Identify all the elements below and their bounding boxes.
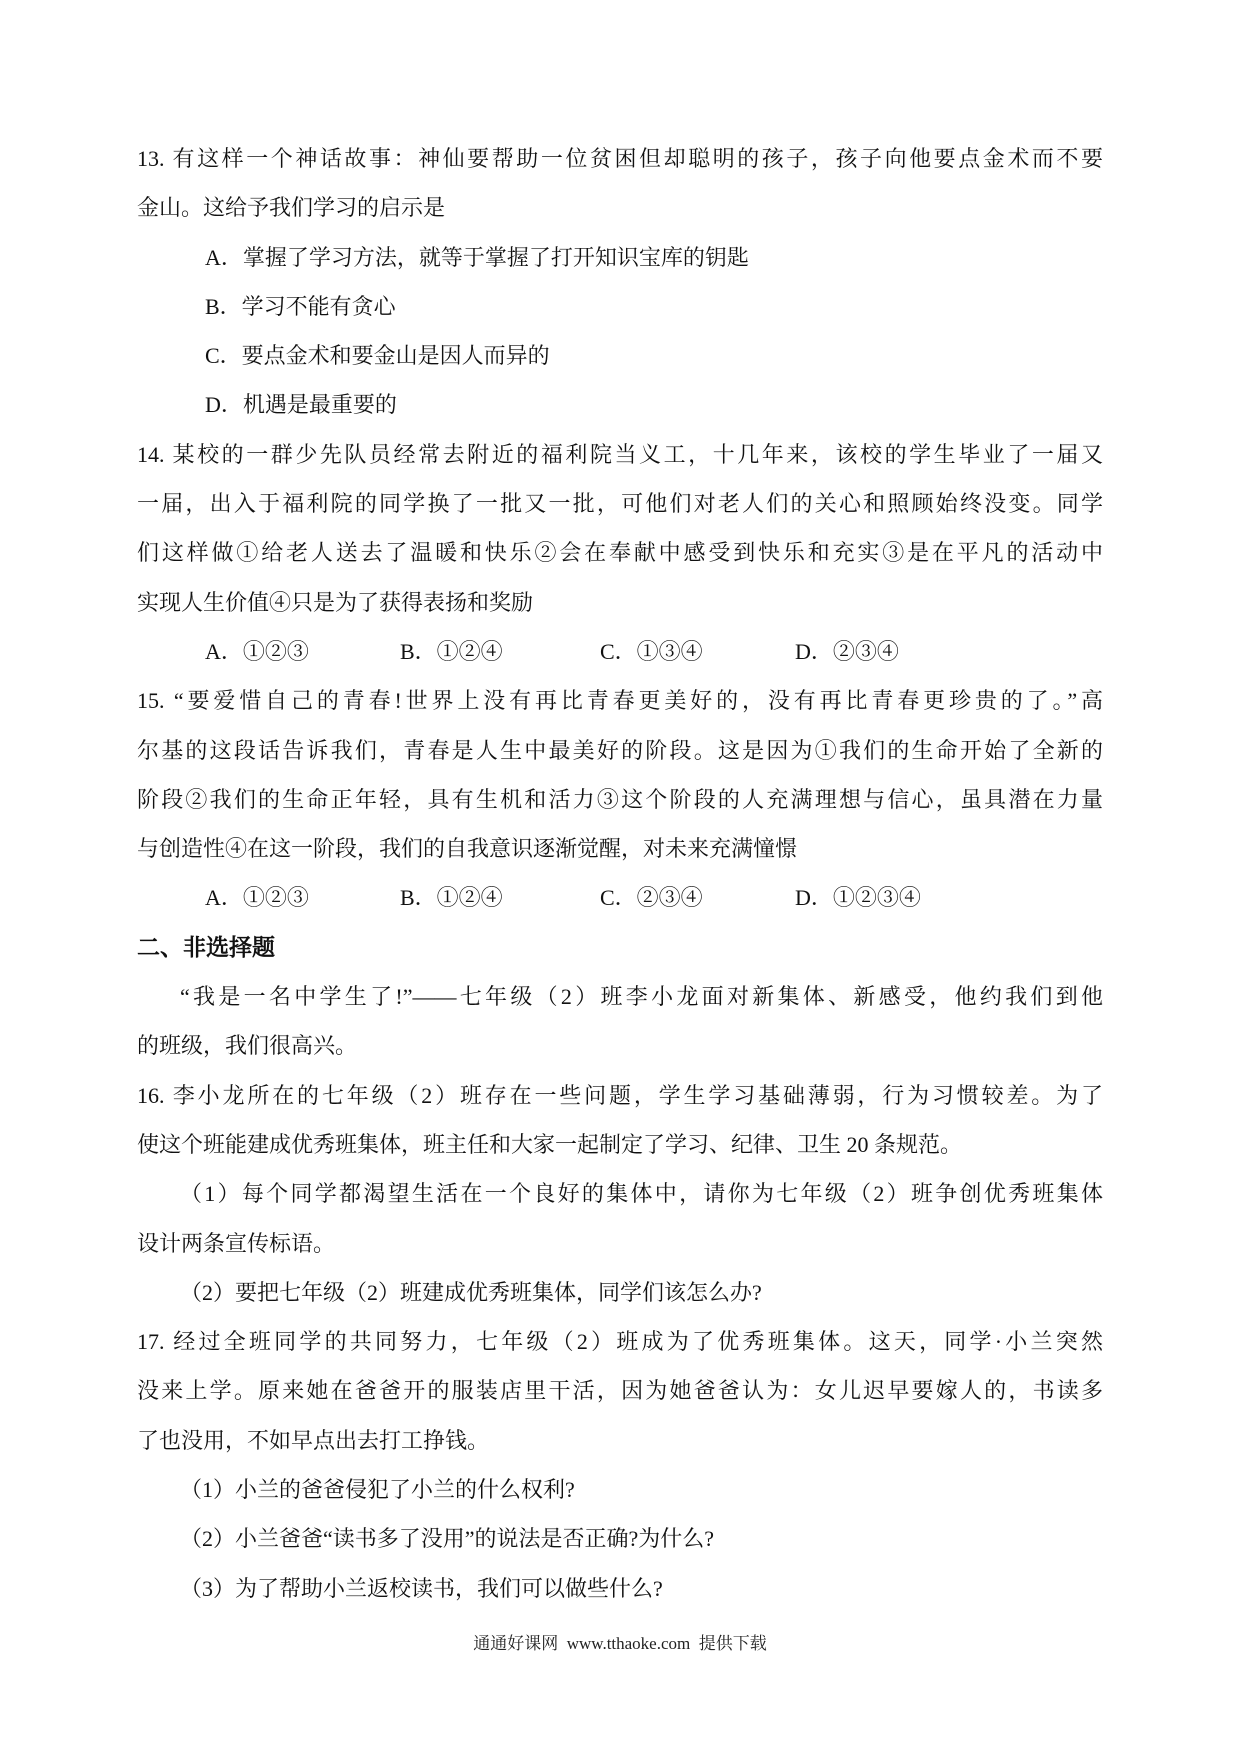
option-cell: C．②③④ [600,885,703,911]
question-17-sub2 [137,1514,1103,1563]
text-line: 与创造性④在这一阶段，我们的自我意识逐渐觉醒，对未来充满憧憬 [137,836,798,862]
option-cell: D．①②③④ [795,885,921,911]
question-15-options-row [137,873,1103,922]
option-cell: B．①②④ [400,885,503,911]
text-line: （1）小兰的爸爸侵犯了小兰的什么权利? [180,1477,575,1503]
text-line: 阶段②我们的生命正年轻，具有生机和活力③这个阶段的人充满理想与信心，虽具潜在力量 [137,786,1103,812]
text-line: 实现人生价值④只是为了获得表扬和奖励 [137,589,534,615]
question-16-sub1 [137,1169,1103,1268]
text-line: 15. “要爱惜自己的青春!世界上没有再比青春更美好的，没有再比青春更珍贵的了。”高 [137,688,1103,714]
text-line: 14. 某校的一群少先队员经常去附近的福利院当义工，十几年来，该校的学生毕业了一届又 [137,441,1103,467]
section-2-heading-text: 二、非选择题 [137,933,275,960]
question-16-stem [137,1071,1103,1170]
question-17-stem [137,1317,1103,1465]
text-line: B．学习不能有贪心 [205,293,396,319]
text-line: A．掌握了学习方法，就等于掌握了打开知识宝库的钥匙 [205,244,749,270]
question-17-sub3 [137,1564,1103,1613]
option-cell: C．①③④ [600,638,703,664]
question-13-options [137,233,1103,430]
exam-page-content [137,134,1103,1613]
text-line: 一届，出入于福利院的同学换了一批又一批，可他们对老人们的关心和照顾始终没变。同学 [137,491,1103,517]
text-line: （3）为了帮助小兰返校读书，我们可以做些什么? [180,1575,663,1601]
text-line: “我是一名中学生了!”——七年级（2）班李小龙面对新集体、新感受，他约我们到他 [180,984,1103,1010]
question-14-options-row [137,627,1103,676]
text-line: 的班级，我们很高兴。 [137,1033,358,1059]
option-cell: A．①②③ [205,638,309,664]
question-17-sub1 [137,1465,1103,1514]
option-cell: B．①②④ [400,638,503,664]
text-line: C．要点金术和要金山是因人而异的 [205,343,550,369]
text-line: 16. 李小龙所在的七年级（2）班存在一些问题，学生学习基础薄弱，行为习惯较差。为了 [137,1082,1103,1108]
option-cell: A．①②③ [205,885,309,911]
text-line: D．机遇是最重要的 [205,392,397,418]
footer-watermark: 通通好课网 www.tthaoke.com 提供下载 [473,1634,767,1653]
text-line: 没来上学。原来她在爸爸开的服装店里干活，因为她爸爸认为：女儿迟早要嫁人的，书读多 [137,1378,1103,1404]
text-line: 13. 有这样一个神话故事：神仙要帮助一位贫困但却聪明的孩子，孩子向他要点金术而不要 [137,146,1103,171]
question-14-stem [137,430,1103,627]
text-line: 尔基的这段话告诉我们，青春是人生中最美好的阶段。这是因为①我们的生命开始了全新的 [137,737,1103,763]
question-13-stem [137,134,1103,233]
text-line: 金山。这给予我们学习的启示是 [137,195,446,221]
question-15-stem [137,676,1103,873]
text-line: （2）小兰爸爸“读书多了没用”的说法是否正确?为什么? [180,1526,715,1552]
text-line: （2）要把七年级（2）班建成优秀班集体，同学们该怎么办? [180,1279,762,1305]
text-line: 设计两条宣传标语。 [137,1230,336,1256]
text-line: （1）每个同学都渴望生活在一个良好的集体中，请你为七年级（2）班争创优秀班集体 [180,1181,1103,1207]
question-16-sub2 [137,1268,1103,1317]
option-cell: D．②③④ [795,638,899,664]
section-2-intro [137,972,1103,1071]
text-line: 了也没用，不如早点出去打工挣钱。 [137,1427,490,1453]
text-line: 使这个班能建成优秀班集体，班主任和大家一起制定了学习、纪律、卫生 20 条规范。 [137,1131,963,1157]
section-2-heading [137,923,1103,972]
text-line: 们这样做①给老人送去了温暖和快乐②会在奉献中感受到快乐和充实③是在平凡的活动中 [137,540,1103,566]
text-line: 17. 经过全班同学的共同努力，七年级（2）班成为了优秀班集体。这天，同学·小兰突然 [137,1329,1103,1355]
